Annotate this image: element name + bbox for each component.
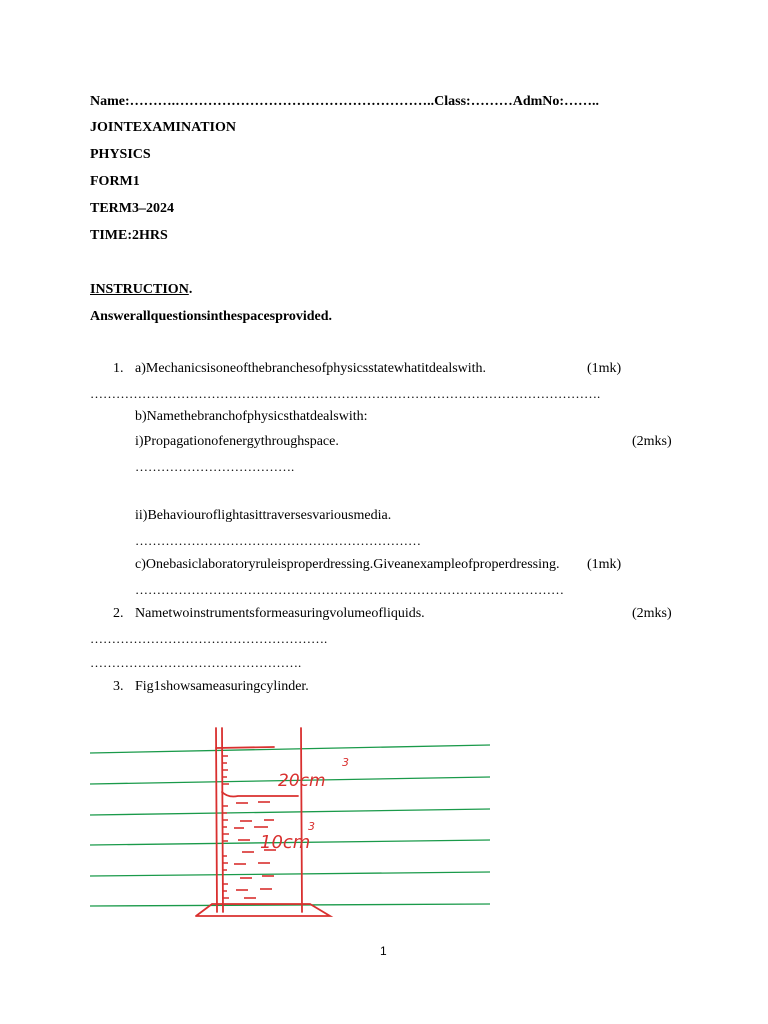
ruled-line (90, 809, 490, 815)
ruled-lines (90, 745, 490, 906)
q1a-marks: (1mk) (587, 361, 622, 376)
name-class-adm-line: Name:……….………………………………………………..Class:………AdmNo:…….. (90, 94, 600, 109)
time-title: TIME:2HRS (90, 228, 168, 243)
ruled-line (90, 872, 490, 876)
upper-volume-sup: 3 (342, 756, 349, 769)
subject-title: PHYSICS (90, 147, 151, 162)
term-title: TERM3–2024 (90, 201, 174, 216)
cylinder-labels (260, 756, 349, 853)
q1c-answer-line[interactable]: ……………………………………………………………………………………… (135, 582, 564, 597)
instruction-heading-punct: . (188, 282, 193, 297)
q1a-answer-line[interactable]: ………………………………………………………………………………………………………. (90, 386, 601, 401)
q1c-text: c)Onebasiclaboratoryruleisproperdressing.Giveanexampleofproperdressing. (135, 557, 560, 572)
ruled-line (90, 745, 490, 753)
q3-number: 3. (113, 679, 124, 694)
q1b-i-text: i)Propagationofenergythroughspace. (135, 434, 339, 449)
q1c-marks: (1mk) (587, 557, 622, 572)
q2-answer-line-2[interactable]: …………………………………………. (90, 655, 302, 670)
q1b-i-answer-line[interactable]: ………………………………. (135, 459, 295, 474)
lower-volume-sup: 3 (308, 820, 315, 833)
exam-title: JOINTEXAMINATION (90, 120, 236, 135)
q2-text: Nametwoinstrumentsformeasuringvolumeofliquids. (135, 606, 425, 621)
q2-answer-line-1[interactable]: ………………………………………………. (90, 631, 328, 646)
instruction-text: Answerallquestionsinthespacesprovided. (90, 309, 333, 324)
lower-volume-label: 10cm (260, 832, 311, 853)
form-title: FORM1 (90, 174, 140, 189)
measuring-cylinder-figure (88, 726, 492, 920)
q2-marks: (2mks) (632, 606, 672, 621)
instruction-heading-text: INSTRUCTION (90, 282, 189, 297)
q1b-intro: b)Namethebranchofphysicsthatdealswith: (135, 409, 368, 424)
q1-number: 1. (113, 361, 124, 376)
q1b-ii-text: ii)Behaviouroflightasittraversesvariousmedia. (135, 508, 392, 523)
q1a-text: a)Mechanicsisoneofthebranchesofphysicsstatewhatitdealswith. (135, 361, 487, 376)
q3-text: Fig1showsameasuringcylinder. (135, 679, 309, 694)
page-number: 1 (380, 944, 387, 958)
q1b-ii-answer-line[interactable]: ………………………………………………………… (135, 533, 421, 548)
upper-volume-label: 20cm (278, 771, 326, 791)
instruction-heading (90, 282, 192, 298)
q1b-marks: (2mks) (632, 434, 672, 449)
q2-number: 2. (113, 606, 124, 621)
